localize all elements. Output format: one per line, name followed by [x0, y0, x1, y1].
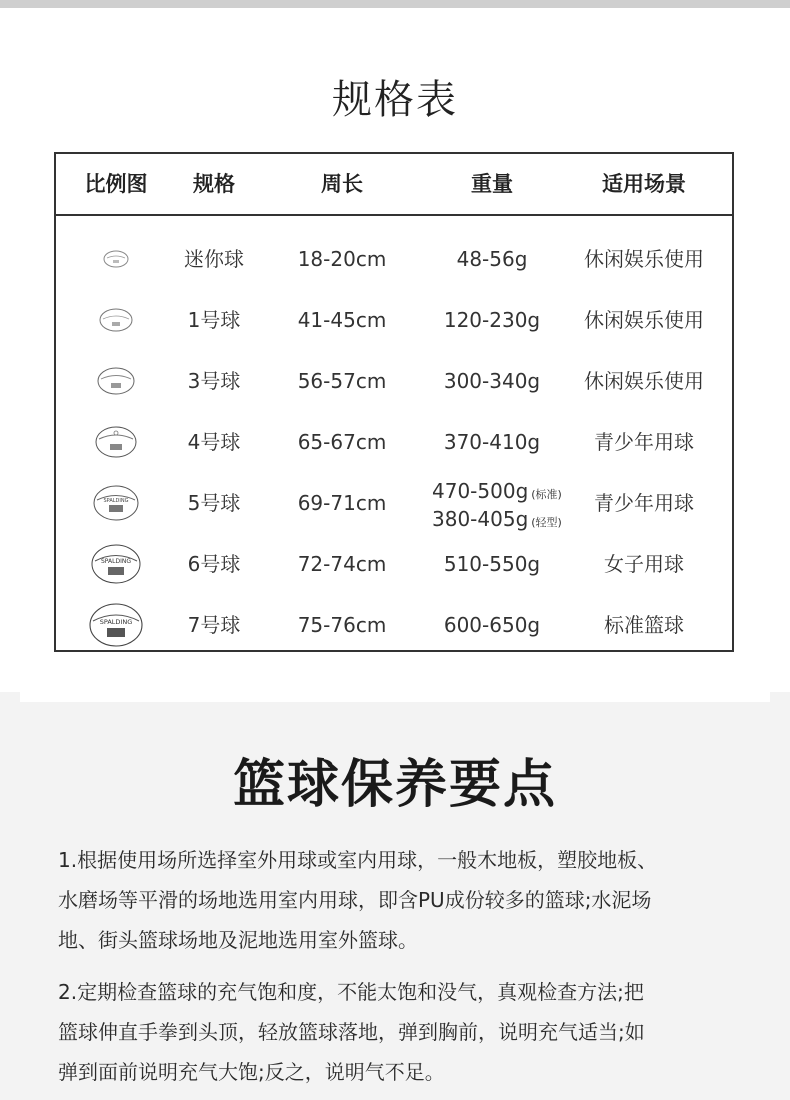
weight-line [432, 507, 572, 535]
table-row [56, 534, 732, 594]
care-section [0, 692, 790, 1100]
basketball-icon [99, 308, 133, 332]
circumference-cell: 75-76cm [297, 613, 387, 637]
ball-illustration [56, 473, 176, 533]
size-cell: 4号球 [187, 430, 241, 454]
weight-note: (标准) [531, 488, 562, 501]
care-paragraph [58, 972, 748, 1092]
paragraph-line: 地、街头篮球场地及泥地选用室外篮球。 [58, 928, 418, 952]
circumference-cell: 72-74cm [297, 552, 387, 576]
basketball-icon [95, 426, 137, 458]
header-circumference: 周长 [321, 172, 363, 196]
circumference-cell: 41-45cm [297, 308, 387, 332]
table-header [56, 154, 732, 216]
size-cell: 迷你球 [184, 247, 244, 271]
paragraph-line: 水磨场等平滑的场地选用室内用球，即含PU成份较多的篮球;水泥场 [58, 888, 652, 912]
weight-cell: 48-56g [456, 247, 528, 271]
ball-illustration [56, 595, 176, 655]
weight-cell: 120-230g [443, 308, 541, 332]
care-title: 篮球保养要点 [232, 755, 557, 815]
weight-value: 380-405g [432, 507, 529, 531]
ball-illustration [56, 534, 176, 594]
size-cell: 7号球 [187, 613, 241, 637]
table-row [56, 351, 732, 411]
top-border [0, 0, 790, 8]
weight-note: (轻型) [531, 516, 562, 529]
ball-illustration [56, 412, 176, 472]
usage-cell: 休闲娱乐使用 [584, 247, 704, 271]
circumference-cell: 65-67cm [297, 430, 387, 454]
weight-cell [432, 479, 572, 531]
size-cell: 1号球 [187, 308, 241, 332]
basketball-icon [93, 485, 139, 521]
ball-illustration [56, 290, 176, 350]
weight-value: 470-500g [432, 479, 529, 503]
basketball-icon [89, 603, 143, 647]
ball-logo-text: SPALDING [99, 618, 133, 626]
table-row [56, 229, 732, 289]
usage-cell: 标准篮球 [604, 613, 684, 637]
paragraph-line: 1.根据使用场所选择室外用球或室内用球，一般木地板，塑胶地板、 [58, 848, 658, 872]
size-cell: 3号球 [187, 369, 241, 393]
circumference-cell: 18-20cm [297, 247, 387, 271]
header-illustration: 比例图 [84, 172, 148, 196]
care-paragraph [58, 840, 748, 960]
usage-cell: 女子用球 [604, 552, 684, 576]
header-weight: 重量 [471, 172, 513, 196]
table-row [56, 412, 732, 472]
usage-cell: 休闲娱乐使用 [584, 308, 704, 332]
circumference-cell: 56-57cm [297, 369, 387, 393]
table-row [56, 290, 732, 350]
section-divider [20, 692, 770, 702]
table-row [56, 473, 732, 533]
ball-logo-text: SPALDING [100, 558, 132, 565]
header-usage: 适用场景 [602, 172, 686, 196]
ball-illustration [56, 351, 176, 411]
usage-cell: 休闲娱乐使用 [584, 369, 704, 393]
table-row [56, 595, 732, 655]
paragraph-line: 2.定期检查篮球的充气饱和度，不能太饱和没气，真观检查方法;把 [58, 980, 644, 1004]
size-cell: 6号球 [187, 552, 241, 576]
weight-cell: 370-410g [443, 430, 541, 454]
header-size: 规格 [193, 172, 235, 196]
weight-cell: 300-340g [443, 369, 541, 393]
usage-cell: 青少年用球 [594, 430, 694, 454]
weight-line [432, 479, 572, 507]
circumference-cell: 69-71cm [297, 491, 387, 515]
weight-cell: 600-650g [443, 613, 541, 637]
usage-cell: 青少年用球 [594, 491, 694, 515]
paragraph-line: 弹到面前说明充气大饱;反之，说明气不足。 [58, 1060, 445, 1084]
spec-title: 规格表 [332, 77, 458, 123]
ball-illustration [56, 229, 176, 289]
spec-table [54, 152, 734, 652]
basketball-icon [91, 544, 141, 584]
paragraph-line: 篮球伸直手拳到头顶，轻放篮球落地，弹到胸前，说明充气适当;如 [58, 1020, 645, 1044]
size-cell: 5号球 [187, 491, 241, 515]
spec-section [0, 8, 790, 692]
ball-logo-text: SPALDING [103, 498, 129, 504]
basketball-icon [97, 367, 135, 395]
weight-cell: 510-550g [443, 552, 541, 576]
basketball-icon [103, 250, 129, 268]
